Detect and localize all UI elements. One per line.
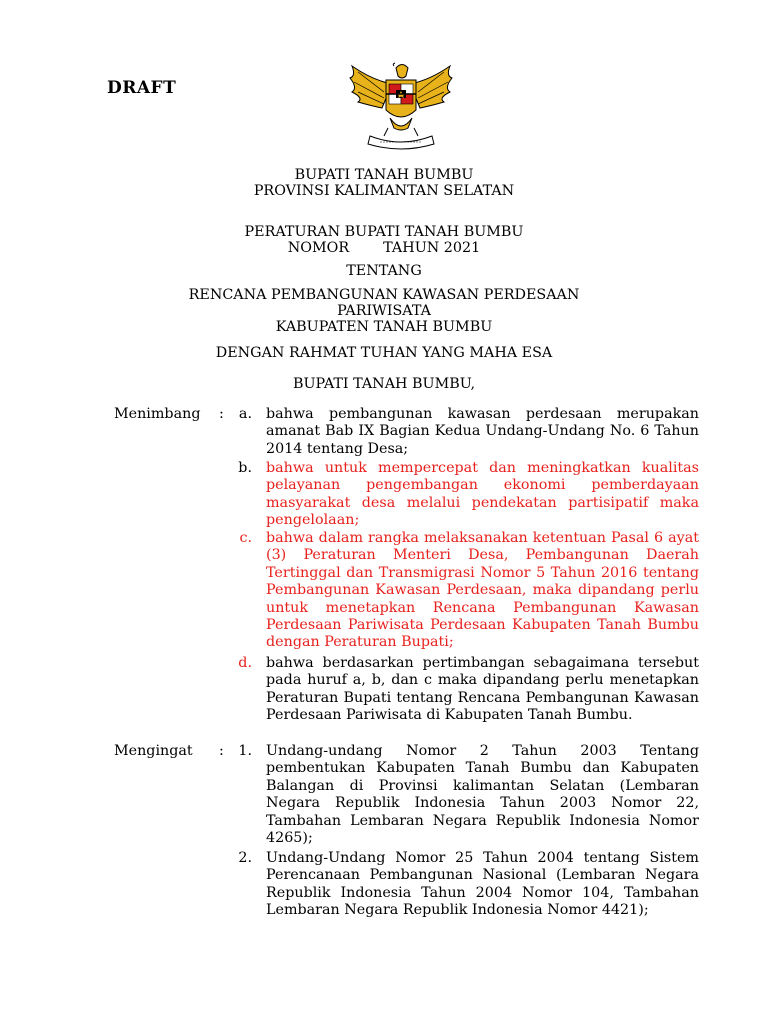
regulation-subject	[0, 287, 768, 335]
item-text: bahwa berdasarkan pertimbangan sebagaimana tersebut pada huruf a, b, dan c maka dipandang perlu menetapkan Peraturan Bupati tentang Rencana Pembangunan Kawasan Perdesaan Pariwisata di Kabupaten Tanah Bumbu.	[266, 655, 699, 724]
item-text: bahwa pembangunan kawasan perdesaan merupakan amanat Bab IX Bagian Kedua Undang-Undang No. 6 Tahun 2014 tentang Desa;	[266, 406, 699, 457]
menimbang-label: Menimbang	[114, 406, 201, 422]
regulation-number-label: NOMOR	[287, 240, 350, 256]
regulation-about: TENTANG	[346, 263, 422, 279]
regulation-year: TAHUN 2021	[383, 240, 481, 256]
issuer-province: PROVINSI KALIMANTAN SELATAN	[253, 183, 515, 199]
regulation-subject-line3: KABUPATEN TANAH BUMBU	[275, 319, 493, 335]
item-marker: c.	[239, 530, 252, 546]
preamble-authority: BUPATI TANAH BUMBU,	[292, 376, 476, 392]
item-marker: 2.	[238, 850, 252, 866]
menimbang-colon: :	[219, 406, 224, 422]
mengingat-label: Mengingat	[114, 743, 193, 759]
item-text: Undang-undang Nomor 2 Tahun 2003 Tentang pembentukan Kabupaten Tanah Bumbu dan Kabupaten Balangan di Provinsi kalimantan Selatan (Lembaran Negara Republik Indonesia Tahun 2003 Nomor 22, Tambahan Lembaran Negara Republik Indonesia Nomor 4265);	[266, 743, 699, 847]
regulation-title: PERATURAN BUPATI TANAH BUMBU	[244, 224, 524, 240]
item-marker: d.	[238, 655, 252, 671]
regulation-subject-line2: PARIWISATA	[337, 303, 431, 319]
issuer-title: BUPATI TANAH BUMBU	[294, 167, 474, 183]
garuda-pancasila-emblem-icon	[342, 62, 460, 154]
item-marker: a.	[238, 406, 252, 422]
regulation-number-line	[0, 240, 768, 256]
issuer-header	[0, 167, 768, 199]
mengingat-colon: :	[219, 743, 224, 759]
item-text: bahwa untuk mempercepat dan meningkatkan kualitas pelayanan pengembangan ekonomi pemberdayaan masyarakat desa melalui pendekatan partisipatif maka pengelolaan;	[266, 460, 699, 529]
item-marker: 1.	[238, 743, 252, 759]
regulation-subject-line1: RENCANA PEMBANGUNAN KAWASAN PERDESAAN	[188, 287, 580, 303]
preamble-grace: DENGAN RAHMAT TUHAN YANG MAHA ESA	[215, 345, 553, 361]
item-text: Undang-Undang Nomor 25 Tahun 2004 tentang Sistem Perencanaan Pembangunan Nasional (Lembaran Negara Republik Indonesia Tahun 2004 Nomor 104, Tambahan Lembaran Negara Republik Indonesia Nomor 4421);	[266, 850, 699, 919]
item-text: bahwa dalam rangka melaksanakan ketentuan Pasal 6 ayat (3) Peraturan Menteri Desa, Pembangunan Daerah Tertinggal dan Transmigrasi Nomor 5 Tahun 2016 tentang Pembangunan Kawasan Perdesaan, maka dipandang perlu untuk menetapkan Rencana Pembangunan Kawasan Perdesaan Pariwisata Perdesaan Kabupaten Tanah Bumbu dengan Peraturan Bupati;	[266, 530, 699, 651]
regulation-header	[0, 224, 768, 256]
item-marker: b.	[238, 460, 252, 476]
draft-watermark: DRAFT	[107, 78, 177, 98]
